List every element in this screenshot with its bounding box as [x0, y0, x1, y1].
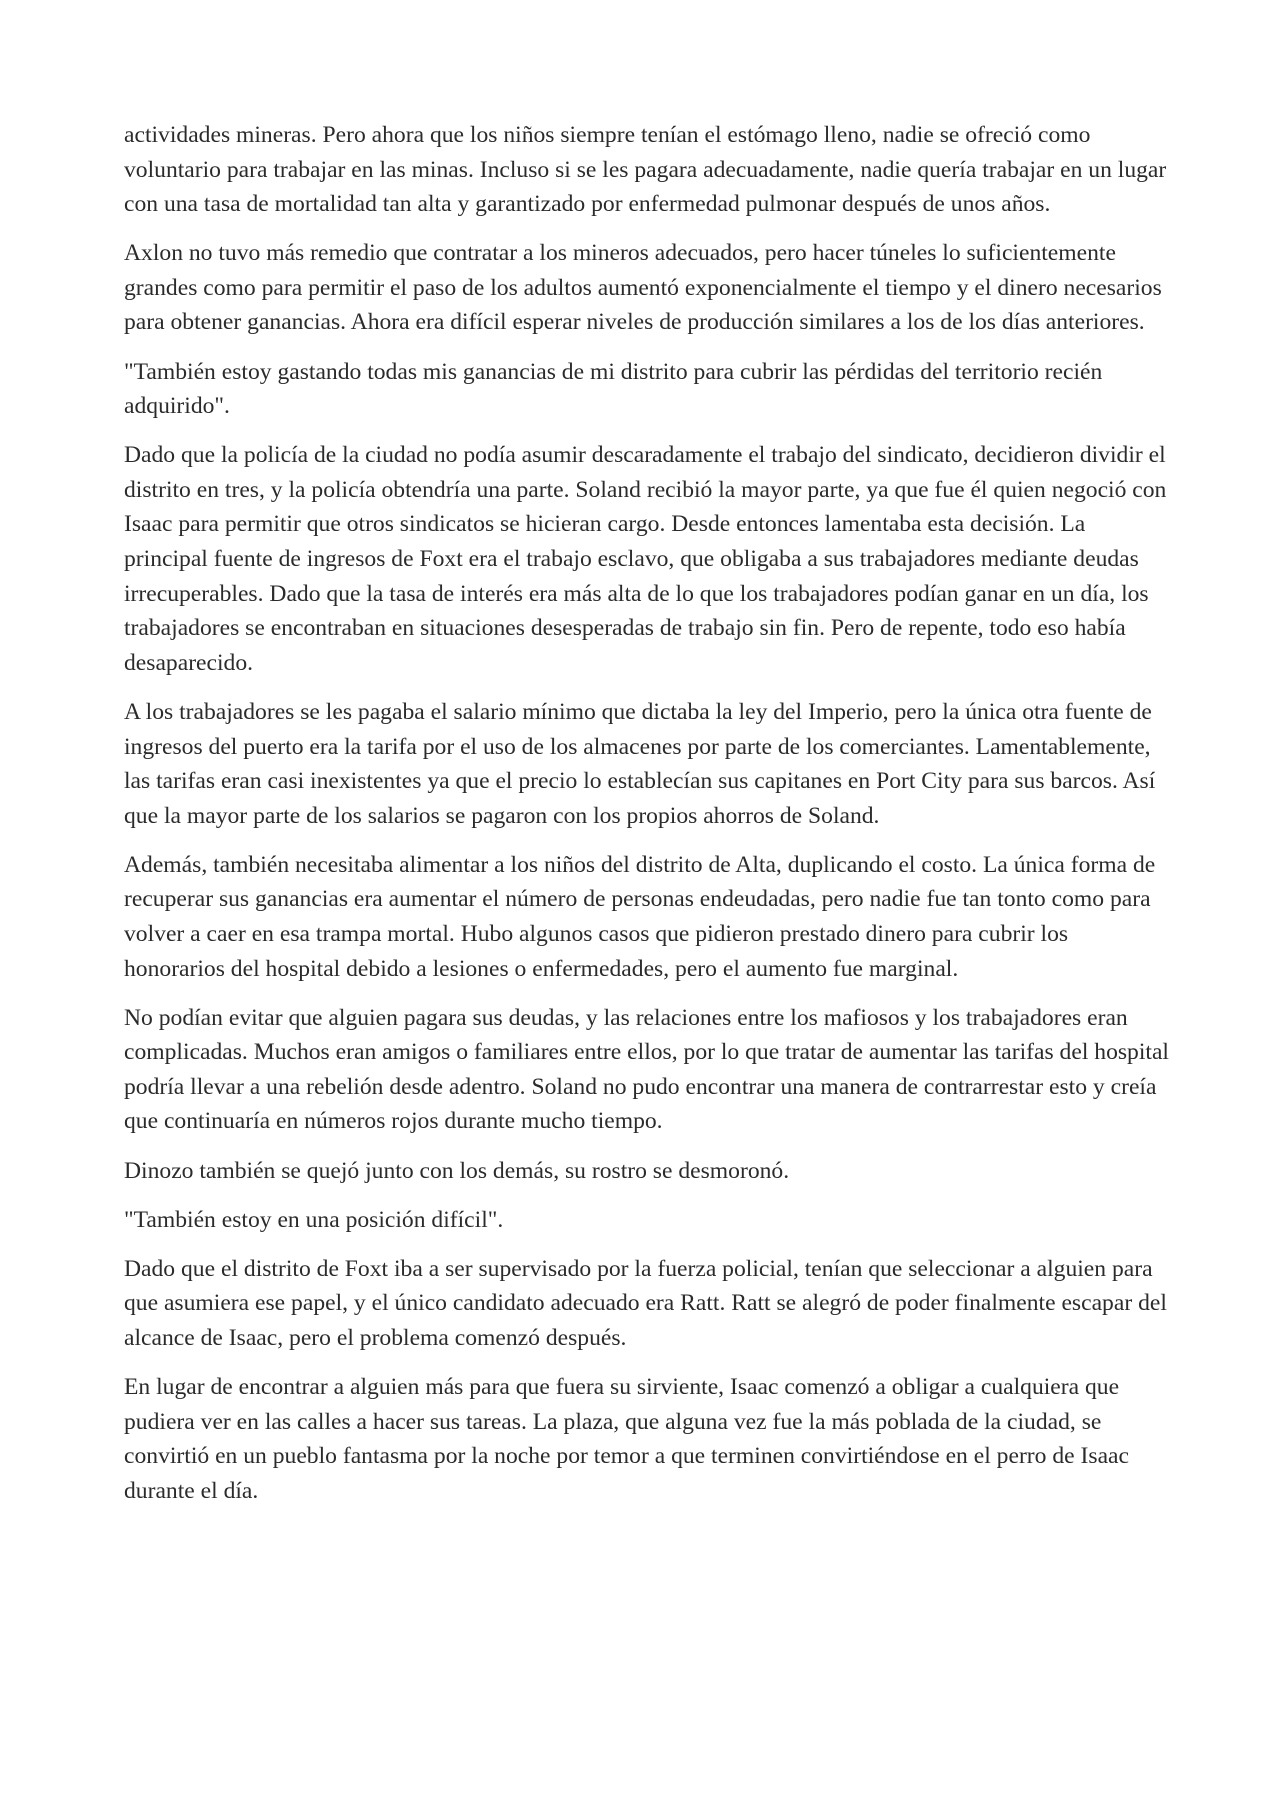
- paragraph-3: "También estoy gastando todas mis ganancias de mi distrito para cubrir las pérdidas del territorio recién adquirido".: [124, 358, 1103, 420]
- paragraph-6: Además, también necesitaba alimentar a los niños del distrito de Alta, duplicando el costo. La única forma de recuperar sus ganancias era aumentar el número de personas endeudadas, pero nadie fue tan tonto como para volver a caer en esa trampa mortal. Hubo algunos casos que pidieron prestado dinero para cubrir los honorarios del hospital debido a lesiones o enfermedades, pero el aumento fue marginal.: [124, 851, 1156, 982]
- paragraph-8: Dinozo también se quejó junto con los demás, su rostro se desmoronó.: [124, 1157, 790, 1184]
- paragraph-4: Dado que la policía de la ciudad no podía asumir descaradamente el trabajo del sindicato, decidieron dividir el distrito en tres, y la policía obtendría una parte. Soland recibió la mayor parte, ya que fue él quien negoció con Isaac para permitir que otros sindicatos se hicieran cargo. Desde entonces lamentaba esta decisión. La principal fuente de ingresos de Foxt era el trabajo esclavo, que obligaba a sus trabajadores mediante deudas irrecuperables. Dado que la tasa de interés era más alta de lo que los trabajadores podían ganar en un día, los trabajadores se encontraban en situaciones desesperadas de trabajo sin fin. Pero de repente, todo eso había desaparecido.: [124, 442, 1167, 676]
- paragraph-9: "También estoy en una posición difícil".: [124, 1206, 504, 1233]
- paragraph-7: No podían evitar que alguien pagara sus deudas, y las relaciones entre los mafiosos y los trabajadores eran complicadas. Muchos eran amigos o familiares entre ellos, por lo que tratar de aumentar las tarifas del hospital podría llevar a una rebelión desde adentro. Soland no pudo encontrar una manera de contrarrestar esto y creía que continuaría en números rojos durante mucho tiempo.: [124, 1004, 1169, 1135]
- paragraph-1: actividades mineras. Pero ahora que los niños siempre tenían el estómago lleno, nadie se ofreció como voluntario para trabajar en las minas. Incluso si se les pagara adecuadamente, nadie quería trabajar en un lugar con una tasa de mortalidad tan alta y garantizado por enfermedad pulmonar después de unos años.: [124, 122, 1167, 218]
- paragraph-10: Dado que el distrito de Foxt iba a ser supervisado por la fuerza policial, tenían que seleccionar a alguien para que asumiera ese papel, y el único candidato adecuado era Ratt. Ratt se alegró de poder finalmente escapar del alcance de Isaac, pero el problema comenzó después.: [124, 1255, 1167, 1351]
- paragraph-2: Axlon no tuvo más remedio que contratar a los mineros adecuados, pero hacer túneles lo suficientemente grandes como para permitir el paso de los adultos aumentó exponencialmente el tiempo y el dinero necesarios para obtener ganancias. Ahora era difícil esperar niveles de producción similares a los de los días anteriores.: [124, 240, 1162, 336]
- document-page: [124, 118, 1174, 1523]
- paragraph-11: En lugar de encontrar a alguien más para que fuera su sirviente, Isaac comenzó a obligar a cualquiera que pudiera ver en las calles a hacer sus tareas. La plaza, que alguna vez fue la más poblada de la ciudad, se convirtió en un pueblo fantasma por la noche por temor a que terminen convirtiéndose en el perro de Isaac durante el día.: [124, 1374, 1129, 1504]
- paragraph-5: A los trabajadores se les pagaba el salario mínimo que dictaba la ley del Imperio, pero la única otra fuente de ingresos del puerto era la tarifa por el uso de los almacenes por parte de los comerciantes. Lamentablemente, las tarifas eran casi inexistentes ya que el precio lo establecían sus capitanes en Port City para sus barcos. Así que la mayor parte de los salarios se pagaron con los propios ahorros de Soland.: [124, 698, 1156, 829]
